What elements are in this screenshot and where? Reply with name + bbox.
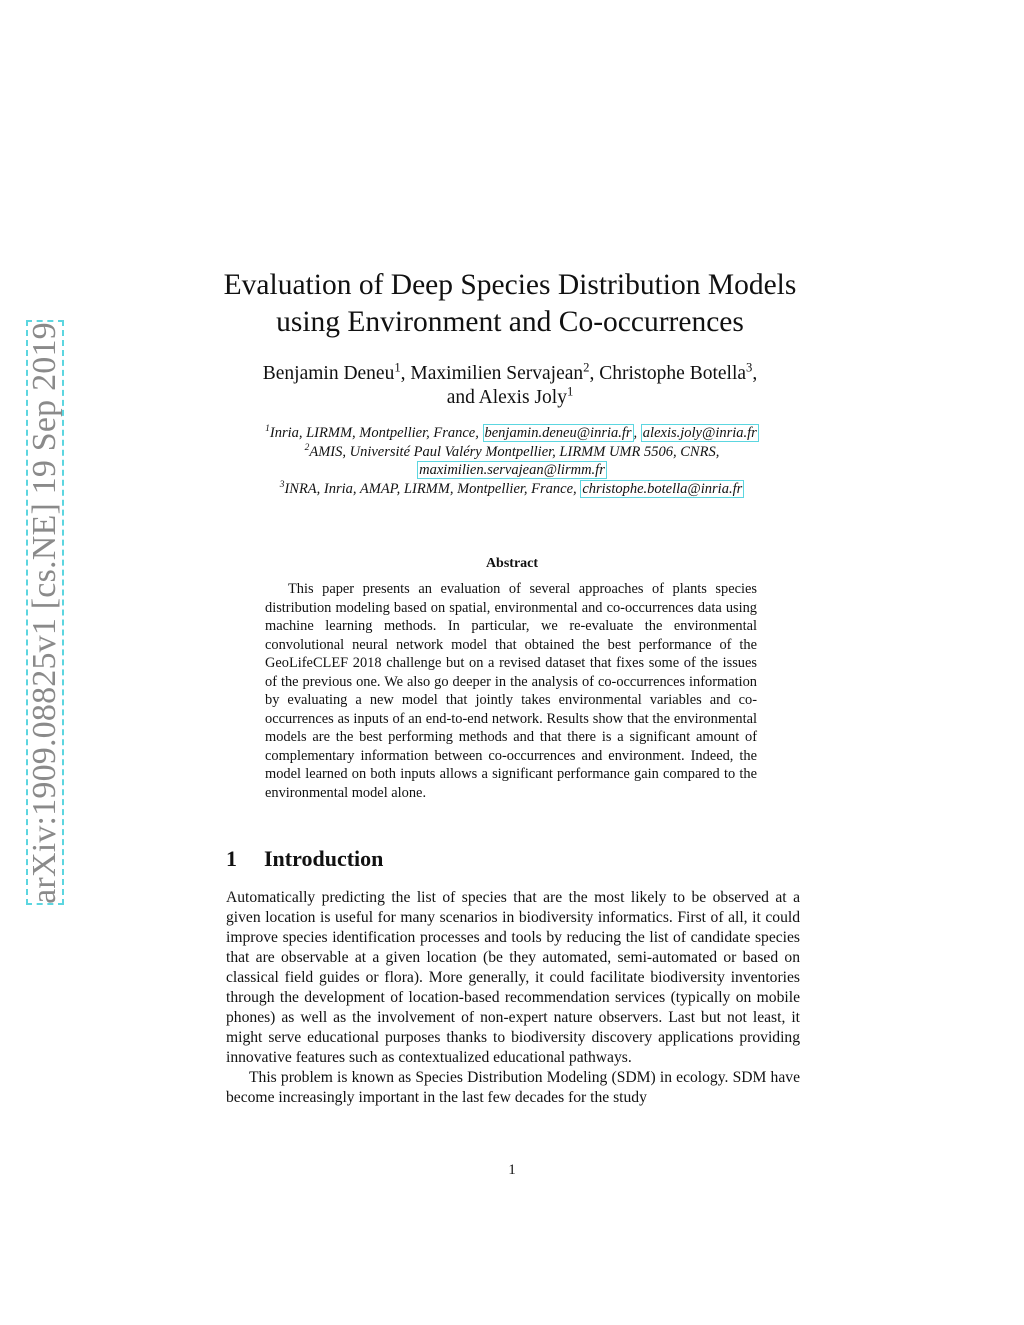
affiliation-text: INRA, Inria, AMAP, LIRMM, Montpellier, France,	[284, 480, 581, 497]
section-number: 1	[226, 846, 237, 871]
affiliation-item: $^1$Inria, LIRMM, Montpellier, France, benjamin.deneu@inria.fr , alexis.joly@inria.fr	[265, 424, 757, 441]
section-body	[226, 888, 800, 1108]
author-name: and Alexis Joly	[446, 387, 567, 408]
author-name: Benjamin Deneu	[262, 363, 395, 384]
title-line-1: Evaluation of Deep Species Distribution Models	[223, 269, 797, 301]
arxiv-identifier-text: arXiv:1909.08825v1 [cs.NE] 19 Sep 2019	[26, 321, 63, 904]
author-separator: ,	[400, 363, 411, 384]
affiliation-item	[180, 480, 844, 499]
author-separator: ,	[752, 363, 758, 384]
affiliation-item	[180, 443, 844, 480]
affiliation-text: AMIS, Université Paul Valéry Montpellier, LIRMM UMR 5506, CNRS,	[309, 443, 720, 460]
affiliation-number: 1	[265, 424, 270, 435]
author-affiliation-mark: 1	[566, 384, 574, 399]
abstract-text: This paper presents an evaluation of several approaches of plants species distribution modeling based on spatial, environmental and co-occurrences data using machine learning methods. In particular, we re-evaluate the environmental convolutional neural network model that obtained the best performance of the GeoLifeCLEF 2018 challenge but on a revised dataset that fixes some of the issues of the previous one. We also go deeper in the analysis of co-occurrences information by evaluating a new model that jointly takes environmental variables and co-occurrences as inputs of an end-to-end network. Results show that the environmental models are the best performing methods and that there is a significant amount of complementary information between co-occurrences and environment. Indeed, the model learned on both inputs allows a significant performance gain compared to the environmental model alone.	[265, 581, 757, 801]
author-affiliation-mark: 3	[746, 360, 753, 375]
body-paragraph: Automatically predicting the list of species that are the most likely to be observed at a given location is useful for many scenarios in biodiversity informatics. First of all, it could improve species identification processes and tools by reducing the list of candidate species that are observable at a given location (be they automated, semi-automated or based on classical field guides or flora). More generally, it could facilitate biodiversity inventories through the development of location-based recommendation services (typically on mobile phones) as well as the involvement of non-expert nature observers. Last but not least, it might serve educational purposes thanks to biodiversity discovery applications providing innovative features such as contextualized educational pathways.	[226, 889, 800, 1066]
body-paragraph: This problem is known as Species Distribution Modeling (SDM) in ecology. SDM have become increasingly important in the last few decades for the study	[226, 1069, 800, 1106]
affiliation-list	[180, 424, 844, 498]
affiliation-text: Inria, LIRMM, Montpellier, France,	[269, 425, 483, 441]
section-title: Introduction	[264, 846, 384, 871]
author-affiliation-mark: 2	[583, 360, 590, 375]
author-name: Maximilien Servajean	[410, 363, 584, 384]
affiliation-number: 3	[279, 479, 285, 490]
author-list	[200, 362, 820, 410]
affiliation-number: 2	[304, 442, 310, 453]
author-affiliation-mark: 1	[394, 360, 401, 375]
email-link[interactable]: benjamin.deneu@inria.fr	[484, 425, 632, 441]
email-link[interactable]: christophe.botella@inria.fr	[582, 480, 743, 497]
email-link[interactable]: maximilien.servajean@lirmm.fr	[419, 462, 605, 478]
email-link[interactable]: alexis.joly@inria.fr	[642, 425, 757, 441]
page-number: 1	[508, 1162, 516, 1178]
title-line-2: using Environment and Co-occurrences	[276, 306, 744, 338]
author-separator: ,	[589, 363, 600, 384]
arxiv-identifier-link[interactable]	[26, 320, 64, 905]
paper-title	[190, 267, 830, 341]
section-heading	[226, 846, 383, 872]
author-name: Christophe Botella	[599, 363, 747, 384]
abstract-heading: Abstract	[485, 556, 539, 571]
